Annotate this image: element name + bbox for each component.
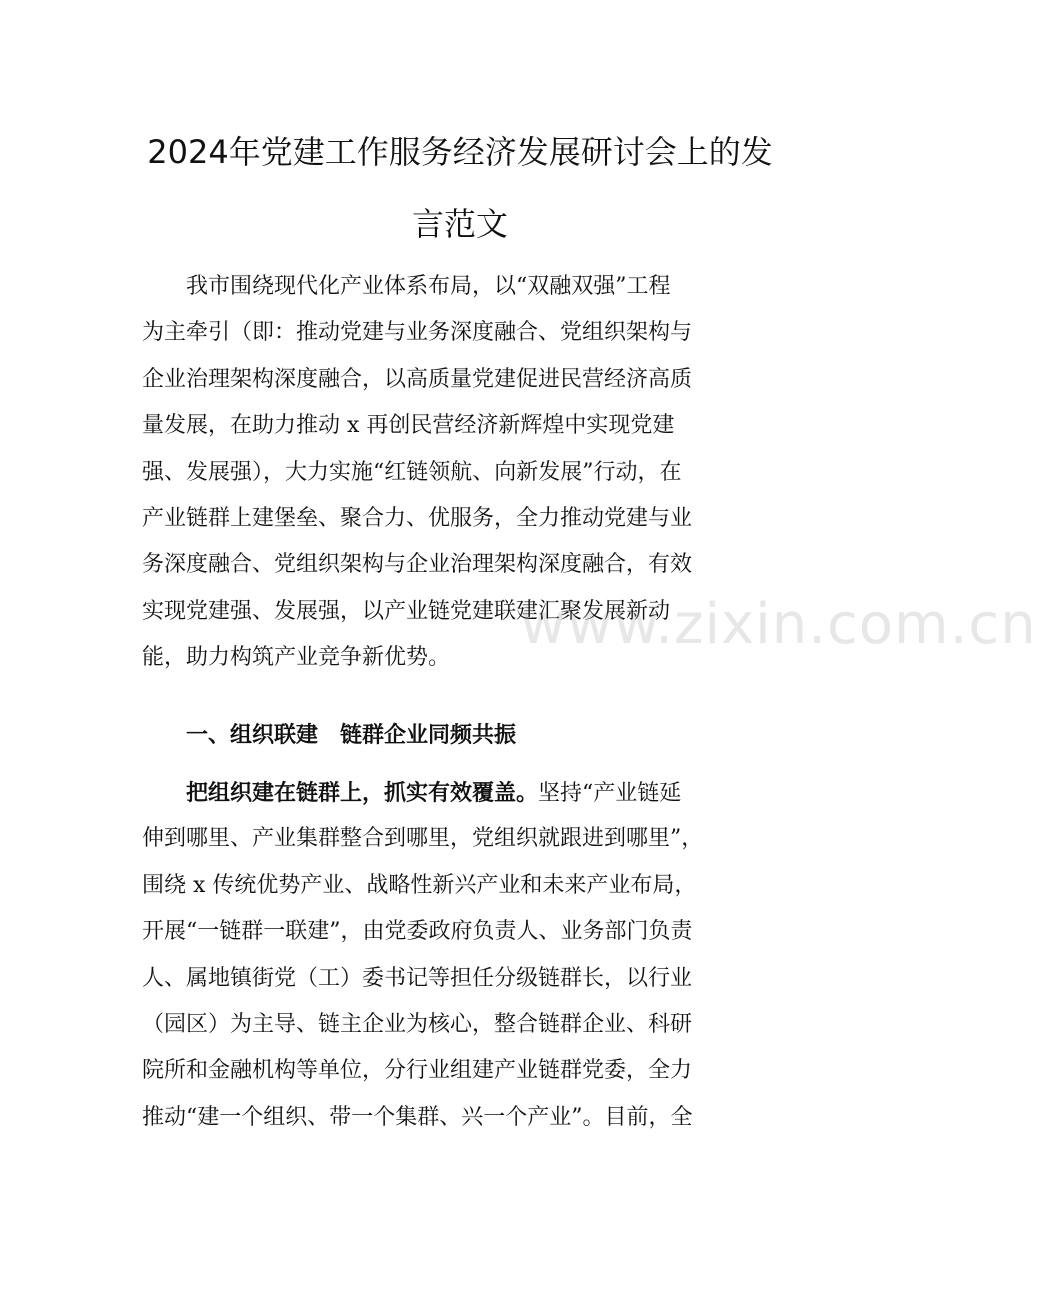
text-line: 人、属地镇街党（工）委书记等担任分级链群长，以行业 xyxy=(142,965,693,991)
text-line: 伸到哪里、产业集群整合到哪里，党组织就跟进到哪里”， xyxy=(142,826,704,852)
text-line: 为主牵引（即：推动党建与业务深度融合、党组织架构与 xyxy=(142,320,693,346)
document-title-line-1: 2024年党建工作服务经济发展研讨会上的发 xyxy=(147,133,773,171)
text-line: （园区）为主导、链主企业为核心，整合链群企业、科研 xyxy=(142,1011,693,1037)
text-line: 推动“建一个组织、带一个集群、兴一个产业”。目前，全 xyxy=(142,1104,693,1130)
document-title-line-2: 言范文 xyxy=(411,205,508,243)
text-line: 产业链群上建堡垒、聚合力、优服务，全力推动党建与业 xyxy=(142,505,693,531)
text-line: 院所和金融机构等单位，分行业组建产业链群党委，全力 xyxy=(142,1058,693,1084)
text-line-first xyxy=(142,770,782,816)
lead-sentence: 把组织建在链群上，抓实有效覆盖。 xyxy=(142,780,539,806)
text-line: 量发展，在助力推动 x 再创民营经济新辉煌中实现党建 xyxy=(142,413,675,439)
section-heading xyxy=(142,712,782,758)
lead-rest: 坚持“产业链延 xyxy=(538,781,682,806)
text-line: 企业治理架构深度融合，以高质量党建促进民营经济高质 xyxy=(142,366,693,392)
intro-paragraph xyxy=(142,264,782,682)
text-line: 我市围绕现代化产业体系布局，以“双融双强”工程 xyxy=(142,274,671,299)
text-line: 能，助力构筑产业竞争新优势。 xyxy=(142,645,451,671)
watermark: www.zixin.com.cn xyxy=(520,592,1037,657)
section-paragraph xyxy=(142,770,782,1141)
text-line: 开展“一链群一联建”，由党委政府负责人、业务部门负责 xyxy=(142,919,693,945)
section-heading-text: 一、组织联建 链群企业同频共振 xyxy=(142,722,517,748)
text-line: 围绕 x 传统优势产业、战略性新兴产业和未来产业布局， xyxy=(142,872,697,898)
text-line: 务深度融合、党组织架构与企业治理架构深度融合，有效 xyxy=(142,552,693,578)
text-line: 强、发展强），大力实施“红链领航、向新发展”行动，在 xyxy=(142,459,682,485)
text-line: 实现党建强、发展强，以产业链党建联建汇聚发展新动 xyxy=(142,598,671,624)
